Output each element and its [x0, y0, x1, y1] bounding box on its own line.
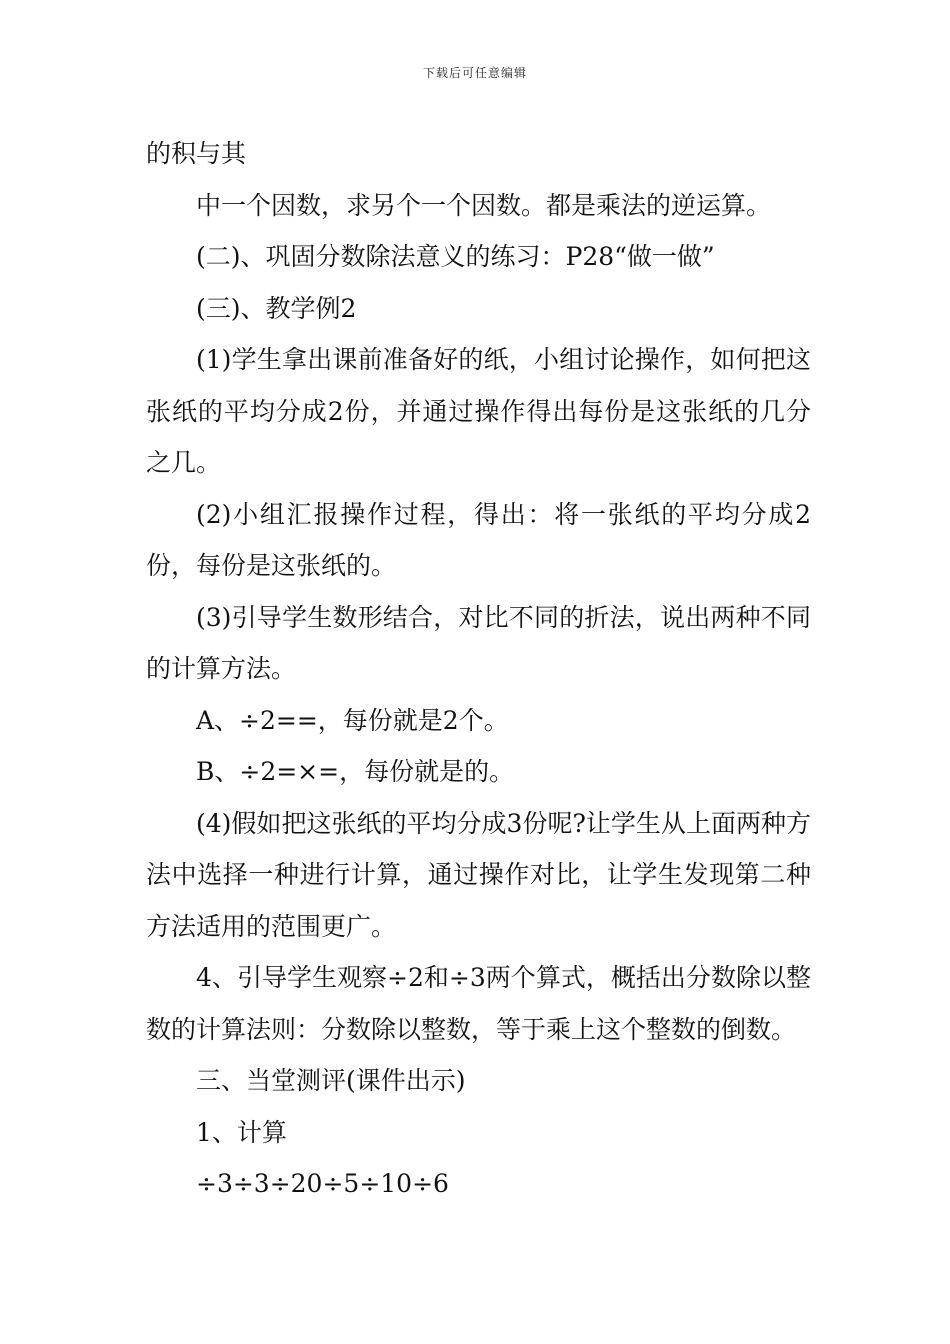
page-header-watermark: 下载后可任意编辑	[422, 66, 527, 80]
paragraph-2: 中一个因数，求另个一个因数。都是乘法的逆运算。	[196, 190, 772, 220]
paragraph-3: (二)、巩固分数除法意义的练习：P28“做一做”	[196, 242, 715, 271]
paragraph-14: ÷3÷3÷20÷5÷10÷6	[196, 1169, 449, 1198]
paragraph-13: 1、计算	[196, 1117, 287, 1147]
paragraph-9: B、÷2=×=，每份就是的。	[196, 757, 515, 786]
document-body	[146, 128, 811, 1210]
paragraph-12: 三、当堂测评(课件出示)	[196, 1066, 466, 1095]
paragraph-11: 4、引导学生观察÷2和÷3两个算式，概括出分数除以整数的计算法则：分数除以整数，等于乘上这个整数的倒数。	[146, 963, 811, 1044]
paragraph-6: (2)小组汇报操作过程，得出：将一张纸的平均分成2份，每份是这张纸的。	[146, 499, 811, 580]
paragraph-4: (三)、教学例2	[196, 293, 357, 323]
paragraph-10: (4)假如把这张纸的平均分成3份呢?让学生从上面两种方法中选择一种进行计算，通过操作对比，让学生发现第二种方法适用的范围更广。	[146, 808, 811, 941]
paragraph-8: A、÷2==，每份就是2个。	[196, 705, 509, 735]
paragraph-1: 的积与其	[146, 139, 247, 168]
paragraph-7: (3)引导学生数形结合，对比不同的折法，说出两种不同的计算方法。	[146, 602, 811, 683]
paragraph-5: (1)学生拿出课前准备好的纸，小组讨论操作，如何把这张纸的平均分成2份，并通过操作得出每份是这张纸的几分之几。	[146, 345, 811, 477]
